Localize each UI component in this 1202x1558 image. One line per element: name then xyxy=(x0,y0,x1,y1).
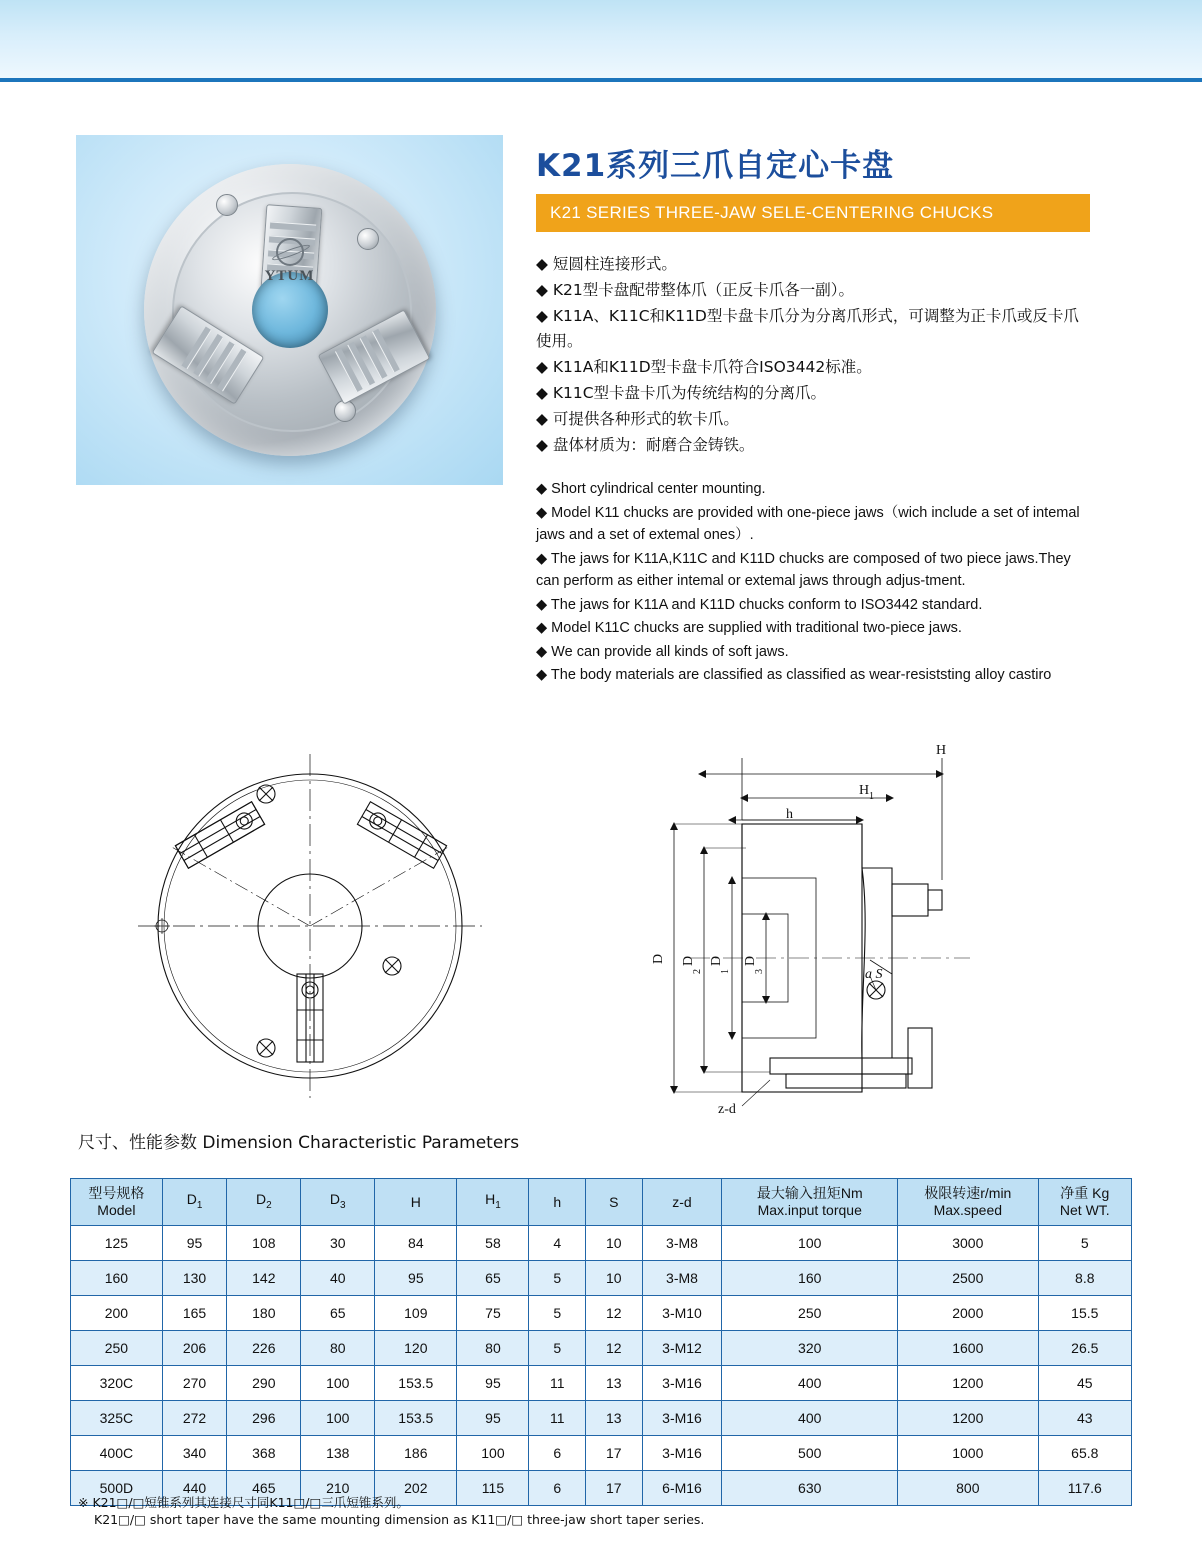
mounting-pin-icon xyxy=(216,194,238,216)
col-header-torque: 最大输入扭矩Nm Max.input torque xyxy=(722,1179,898,1226)
cell-zd: 3-M16 xyxy=(642,1436,722,1471)
cell-d2: 142 xyxy=(227,1261,301,1296)
footnotes xyxy=(78,1494,978,1528)
cell-h1: 95 xyxy=(457,1401,529,1436)
specification-table xyxy=(70,1178,1132,1506)
cell-zd: 3-M8 xyxy=(642,1261,722,1296)
col-header-h1: $H_1$ xyxy=(457,1179,529,1226)
cell-d3: 100 xyxy=(301,1401,375,1436)
cell-weight: 117.6 xyxy=(1038,1471,1131,1506)
cell-d1: 206 xyxy=(162,1331,227,1366)
cell-h: 95 xyxy=(375,1261,457,1296)
cell-h1: 95 xyxy=(457,1366,529,1401)
dim-label-D2: D xyxy=(681,955,696,966)
front-view-screw xyxy=(257,785,401,1057)
col-header-small-h: h xyxy=(529,1179,586,1226)
cell-weight: 5 xyxy=(1038,1226,1131,1261)
cell-h: 202 xyxy=(375,1471,457,1506)
feature-item-cn: ◆ K21型卡盘配带整体爪（正反卡爪各一副）。 xyxy=(536,281,854,299)
col-header-d2: $D_2$ xyxy=(227,1179,301,1226)
feature-item-en: ◆ We can provide all kinds of soft jaws. xyxy=(536,643,789,660)
cell-d1: 272 xyxy=(162,1401,227,1436)
cell-weight: 26.5 xyxy=(1038,1331,1131,1366)
feature-item-cn: ◆ K11A、K11C和K11D型卡盘卡爪分为分离爪形式，可调整为正卡爪或反卡爪使用。 xyxy=(536,307,1079,350)
cell-zd: 6-M16 xyxy=(642,1471,722,1506)
technical-drawings xyxy=(70,728,1130,1118)
page-top-rule xyxy=(0,78,1202,82)
cell-small-h: 11 xyxy=(529,1401,586,1436)
footnote-cn: ※ K21□/□短锥系列其连接尺寸同K11□/□三爪短锥系列。 xyxy=(78,1495,409,1510)
cell-torque: 100 xyxy=(722,1226,898,1261)
front-view-jaw xyxy=(175,802,446,1062)
cell-speed: 2500 xyxy=(898,1261,1039,1296)
cell-d3: 100 xyxy=(301,1366,375,1401)
table-row xyxy=(71,1331,1132,1366)
dim-label-zd: z-d xyxy=(718,1102,736,1117)
feature-list-en xyxy=(536,478,1096,688)
table-row xyxy=(71,1401,1132,1436)
footnote-en: K21□/□ short taper have the same mounting dimension as K11□/□ three-jaw short taper series. xyxy=(94,1512,705,1527)
cell-model: 500D xyxy=(71,1471,163,1506)
col-header-zd: z-d xyxy=(642,1179,722,1226)
cell-s: 10 xyxy=(586,1226,643,1261)
cell-s: 17 xyxy=(586,1436,643,1471)
cell-speed: 1600 xyxy=(898,1331,1039,1366)
cell-speed: 1200 xyxy=(898,1401,1039,1436)
cell-zd: 3-M16 xyxy=(642,1366,722,1401)
cell-s: 12 xyxy=(586,1296,643,1331)
cell-speed: 800 xyxy=(898,1471,1039,1506)
cell-d2: 368 xyxy=(227,1436,301,1471)
cell-h: 120 xyxy=(375,1331,457,1366)
svg-text:3: 3 xyxy=(754,969,765,974)
col-header-weight: 净重 Kg Net WT. xyxy=(1038,1179,1131,1226)
cell-speed: 1000 xyxy=(898,1436,1039,1471)
cell-d2: 226 xyxy=(227,1331,301,1366)
drawing-svg xyxy=(70,728,1130,1118)
cell-h1: 100 xyxy=(457,1436,529,1471)
cell-weight: 45 xyxy=(1038,1366,1131,1401)
feature-item-en: ◆ The body materials are classified as classified as wear-resiststing alloy castiro xyxy=(536,667,1052,683)
col-header-h: H xyxy=(375,1179,457,1226)
page-top-banner xyxy=(0,0,1202,78)
dimension-lines xyxy=(670,758,944,1106)
table-caption: 尺寸、性能参数 Dimension Characteristic Parameters xyxy=(78,1133,520,1153)
dim-label-D3: D xyxy=(743,955,758,966)
feature-item-en: ◆ Model K11 chucks are provided with one-piece jaws（wich include a set of intemal jaws and a set of extemal ones）. xyxy=(536,504,1080,543)
dim-label-H1: H xyxy=(859,783,870,798)
svg-text:1: 1 xyxy=(869,791,874,802)
cell-s: 10 xyxy=(586,1261,643,1296)
feature-item-cn: ◆ K11C型卡盘卡爪为传统结构的分离爪。 xyxy=(536,384,827,402)
dim-label-H: H xyxy=(936,743,947,758)
feature-item-cn: ◆ 盘体材质为：耐磨合金铸铁。 xyxy=(536,436,755,454)
cell-d3: 30 xyxy=(301,1226,375,1261)
cell-h1: 65 xyxy=(457,1261,529,1296)
cell-h: 109 xyxy=(375,1296,457,1331)
cell-model: 125 xyxy=(71,1226,163,1261)
cell-model: 325C xyxy=(71,1401,163,1436)
feature-item-en: ◆ The jaws for K11A and K11D chucks conform to ISO3442 standard. xyxy=(536,596,983,613)
cell-d3: 40 xyxy=(301,1261,375,1296)
cell-speed: 2000 xyxy=(898,1296,1039,1331)
table-body xyxy=(71,1226,1132,1506)
table-header-row xyxy=(71,1179,1132,1226)
svg-text:1: 1 xyxy=(720,969,731,974)
cell-d3: 80 xyxy=(301,1331,375,1366)
cell-d2: 296 xyxy=(227,1401,301,1436)
feature-item-en: ◆ Model K11C chucks are supplied with traditional two-piece jaws. xyxy=(536,620,962,636)
table-row xyxy=(71,1261,1132,1296)
brand-logo-text: YTUM xyxy=(264,268,315,284)
cell-h1: 115 xyxy=(457,1471,529,1506)
cell-model: 250 xyxy=(71,1331,163,1366)
page-title-en-bar xyxy=(536,194,1090,232)
cell-small-h: 6 xyxy=(529,1471,586,1506)
cell-d3: 65 xyxy=(301,1296,375,1331)
mounting-pin-icon xyxy=(357,228,379,250)
cell-d2: 290 xyxy=(227,1366,301,1401)
table-row xyxy=(71,1366,1132,1401)
feature-item-cn: ◆ K11A和K11D型卡盘卡爪符合ISO3442标准。 xyxy=(536,358,872,376)
cell-model: 400C xyxy=(71,1436,163,1471)
col-header-speed: 极限转速r/min Max.speed xyxy=(898,1179,1039,1226)
dim-label-D1: D xyxy=(709,955,724,966)
cell-h1: 80 xyxy=(457,1331,529,1366)
cell-d1: 340 xyxy=(162,1436,227,1471)
table-row xyxy=(71,1296,1132,1331)
cell-d2: 465 xyxy=(227,1471,301,1506)
cell-weight: 43 xyxy=(1038,1401,1131,1436)
dim-label-D: D xyxy=(651,953,666,964)
cell-weight: 8.8 xyxy=(1038,1261,1131,1296)
cell-s: 13 xyxy=(586,1401,643,1436)
cell-small-h: 6 xyxy=(529,1436,586,1471)
chuck-body-graphic xyxy=(144,164,436,456)
dim-label-S: a S xyxy=(865,967,883,982)
page-title-en: K21 SERIES THREE-JAW SELE-CENTERING CHUCKS xyxy=(550,203,994,222)
cell-d1: 95 xyxy=(162,1226,227,1261)
cell-s: 13 xyxy=(586,1366,643,1401)
cell-small-h: 5 xyxy=(529,1261,586,1296)
feature-item-en: ◆ The jaws for K11A,K11C and K11D chucks are composed of two piece jaws.They can perform as either intemal or extemal jaws through adjus-tment. xyxy=(536,550,1071,589)
table-row xyxy=(71,1226,1132,1261)
cell-small-h: 11 xyxy=(529,1366,586,1401)
globe-icon xyxy=(276,238,304,266)
table-row xyxy=(71,1436,1132,1471)
feature-item-cn: ◆ 短圆柱连接形式。 xyxy=(536,255,677,273)
cell-torque: 250 xyxy=(722,1296,898,1331)
feature-item-cn: ◆ 可提供各种形式的软卡爪。 xyxy=(536,410,739,428)
dim-label-h: h xyxy=(786,807,793,822)
cell-d1: 165 xyxy=(162,1296,227,1331)
cell-d1: 270 xyxy=(162,1366,227,1401)
cell-model: 320C xyxy=(71,1366,163,1401)
cell-d3: 138 xyxy=(301,1436,375,1471)
cell-small-h: 5 xyxy=(529,1296,586,1331)
feature-item-en: ◆ Short cylindrical center mounting. xyxy=(536,481,766,497)
cell-s: 12 xyxy=(586,1331,643,1366)
cell-h: 186 xyxy=(375,1436,457,1471)
cell-torque: 500 xyxy=(722,1436,898,1471)
cell-weight: 15.5 xyxy=(1038,1296,1131,1331)
cell-d3: 210 xyxy=(301,1471,375,1506)
cell-h1: 75 xyxy=(457,1296,529,1331)
col-header-d3: $D_3$ xyxy=(301,1179,375,1226)
cell-torque: 630 xyxy=(722,1471,898,1506)
cell-d2: 108 xyxy=(227,1226,301,1261)
cell-d1: 130 xyxy=(162,1261,227,1296)
cell-h: 153.5 xyxy=(375,1366,457,1401)
brand-logo xyxy=(244,238,336,285)
cell-small-h: 4 xyxy=(529,1226,586,1261)
col-header-s: S xyxy=(586,1179,643,1226)
cell-zd: 3-M16 xyxy=(642,1401,722,1436)
cell-d2: 180 xyxy=(227,1296,301,1331)
product-photo xyxy=(76,135,503,485)
cell-h: 153.5 xyxy=(375,1401,457,1436)
cell-model: 160 xyxy=(71,1261,163,1296)
cell-zd: 3-M8 xyxy=(642,1226,722,1261)
svg-text:2: 2 xyxy=(692,969,703,974)
cell-zd: 3-M10 xyxy=(642,1296,722,1331)
cell-speed: 3000 xyxy=(898,1226,1039,1261)
cell-torque: 400 xyxy=(722,1401,898,1436)
page-title-cn: K21系列三爪自定心卡盘 xyxy=(536,148,895,184)
cell-h1: 58 xyxy=(457,1226,529,1261)
cell-small-h: 5 xyxy=(529,1331,586,1366)
cell-speed: 1200 xyxy=(898,1366,1039,1401)
cell-torque: 160 xyxy=(722,1261,898,1296)
col-header-model: 型号规格 Model xyxy=(71,1179,163,1226)
col-header-d1: $D_1$ xyxy=(162,1179,227,1226)
cell-torque: 400 xyxy=(722,1366,898,1401)
cell-h: 84 xyxy=(375,1226,457,1261)
cell-weight: 65.8 xyxy=(1038,1436,1131,1471)
cell-torque: 320 xyxy=(722,1331,898,1366)
cell-model: 200 xyxy=(71,1296,163,1331)
feature-list-cn xyxy=(536,252,1092,459)
cell-d1: 440 xyxy=(162,1471,227,1506)
cell-zd: 3-M12 xyxy=(642,1331,722,1366)
cell-s: 17 xyxy=(586,1471,643,1506)
